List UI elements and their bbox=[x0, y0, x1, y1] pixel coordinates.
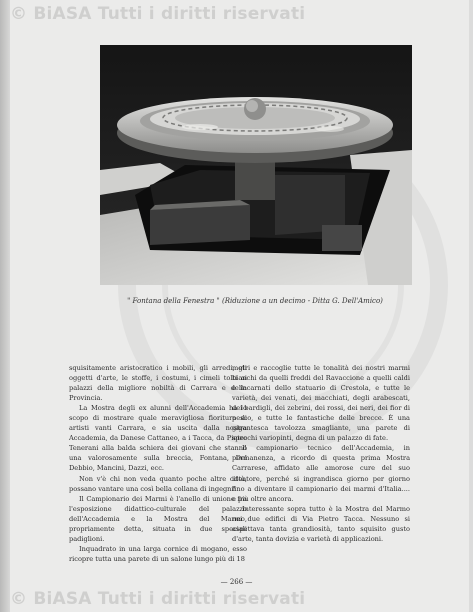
paragraph: squisitamente aristocratico i mobili, gli arredi, gli oggetti d'arte, le stoffe, i costumi, i cimeli tolti ai palazzi della migliore nobiltà di Carrara e della Provincia. bbox=[69, 364, 247, 403]
article-column-left bbox=[69, 363, 247, 564]
watermark-bottom: © BiASA Tutti i diritti riservati bbox=[10, 589, 306, 609]
photo-caption: " Fontana della Fenestra " (Riduzione a un decimo - Ditta G. Dell'Amico) bbox=[127, 297, 383, 305]
paragraph: metri e raccoglie tutte le tonalità dei nostri marmi bianchi da quelli freddi del Ravaccione a quelli caldi e incarnati dello statuario di Crestola, e tutte le varietà, dei venati, dei macchiati, degli arabescati, dei bardigli, dei zebrini, dei rossi, dei neri, dei fior di pesco, e tutte le fantastiche delle brecce. È una gigantesca tavolozza smagliante, una parete di specchi variopinti, degna di un palazzo di fate. bbox=[232, 364, 410, 443]
paragraph: Interessante sopra tutto è la Mostra del Marmo nei due edifici di Via Pietro Tacca. Nessuno si aspettava tanta grandiosità, tanto squisito gusto d'arte, tanta dovizia e varietà di applicazioni. bbox=[232, 504, 410, 543]
page-gutter bbox=[0, 0, 10, 612]
fountain-photo bbox=[100, 45, 412, 285]
paragraph: La Mostra degli ex alunni dell'Accademia ha lo scopo di mostrare quale meravigliosa fioritura di artisti vanti Carrara, e sia uscita dalla nostra Accademia, da Danese Cattaneo, a i Tacca, da Pietro Tenerani alla balda schiera dei giovani che stanno una valorosamente sulla breccia, Fontana, Del Debbio, Mancini, Dazzi, ecc. bbox=[69, 404, 247, 473]
article-column-right bbox=[232, 363, 410, 544]
page-number: — 266 — bbox=[220, 578, 253, 586]
paragraph: Il campionario tecnico dell'Accademia, in permanenza, a ricordo di questa prima Mostra Carrarese, affidato alle amorose cure del suo ideatore, perché si ingrandisca giorno per giorno fino a diventare il campionario dei marmi d'Italia.... e più oltre ancora. bbox=[232, 444, 410, 503]
paragraph: Inquadrato in una larga cornice di mogano, esso ricopre tutta una parete di un salone lungo più di 18 bbox=[69, 544, 247, 563]
watermark-top: © BiASA Tutti i diritti riservati bbox=[10, 4, 306, 24]
paragraph: Il Campionario dei Marmi è l'anello di unione fra l'esposizione didattico-culturale del palazzo dell'Accademia e la Mostra del Marmo, propriamente detta, situata in due speciali padiglioni. bbox=[69, 494, 247, 543]
paragraph: Non v'è chi non veda quanto poche altre città, possano vantare una così bella collana di ingegni! bbox=[69, 474, 247, 493]
